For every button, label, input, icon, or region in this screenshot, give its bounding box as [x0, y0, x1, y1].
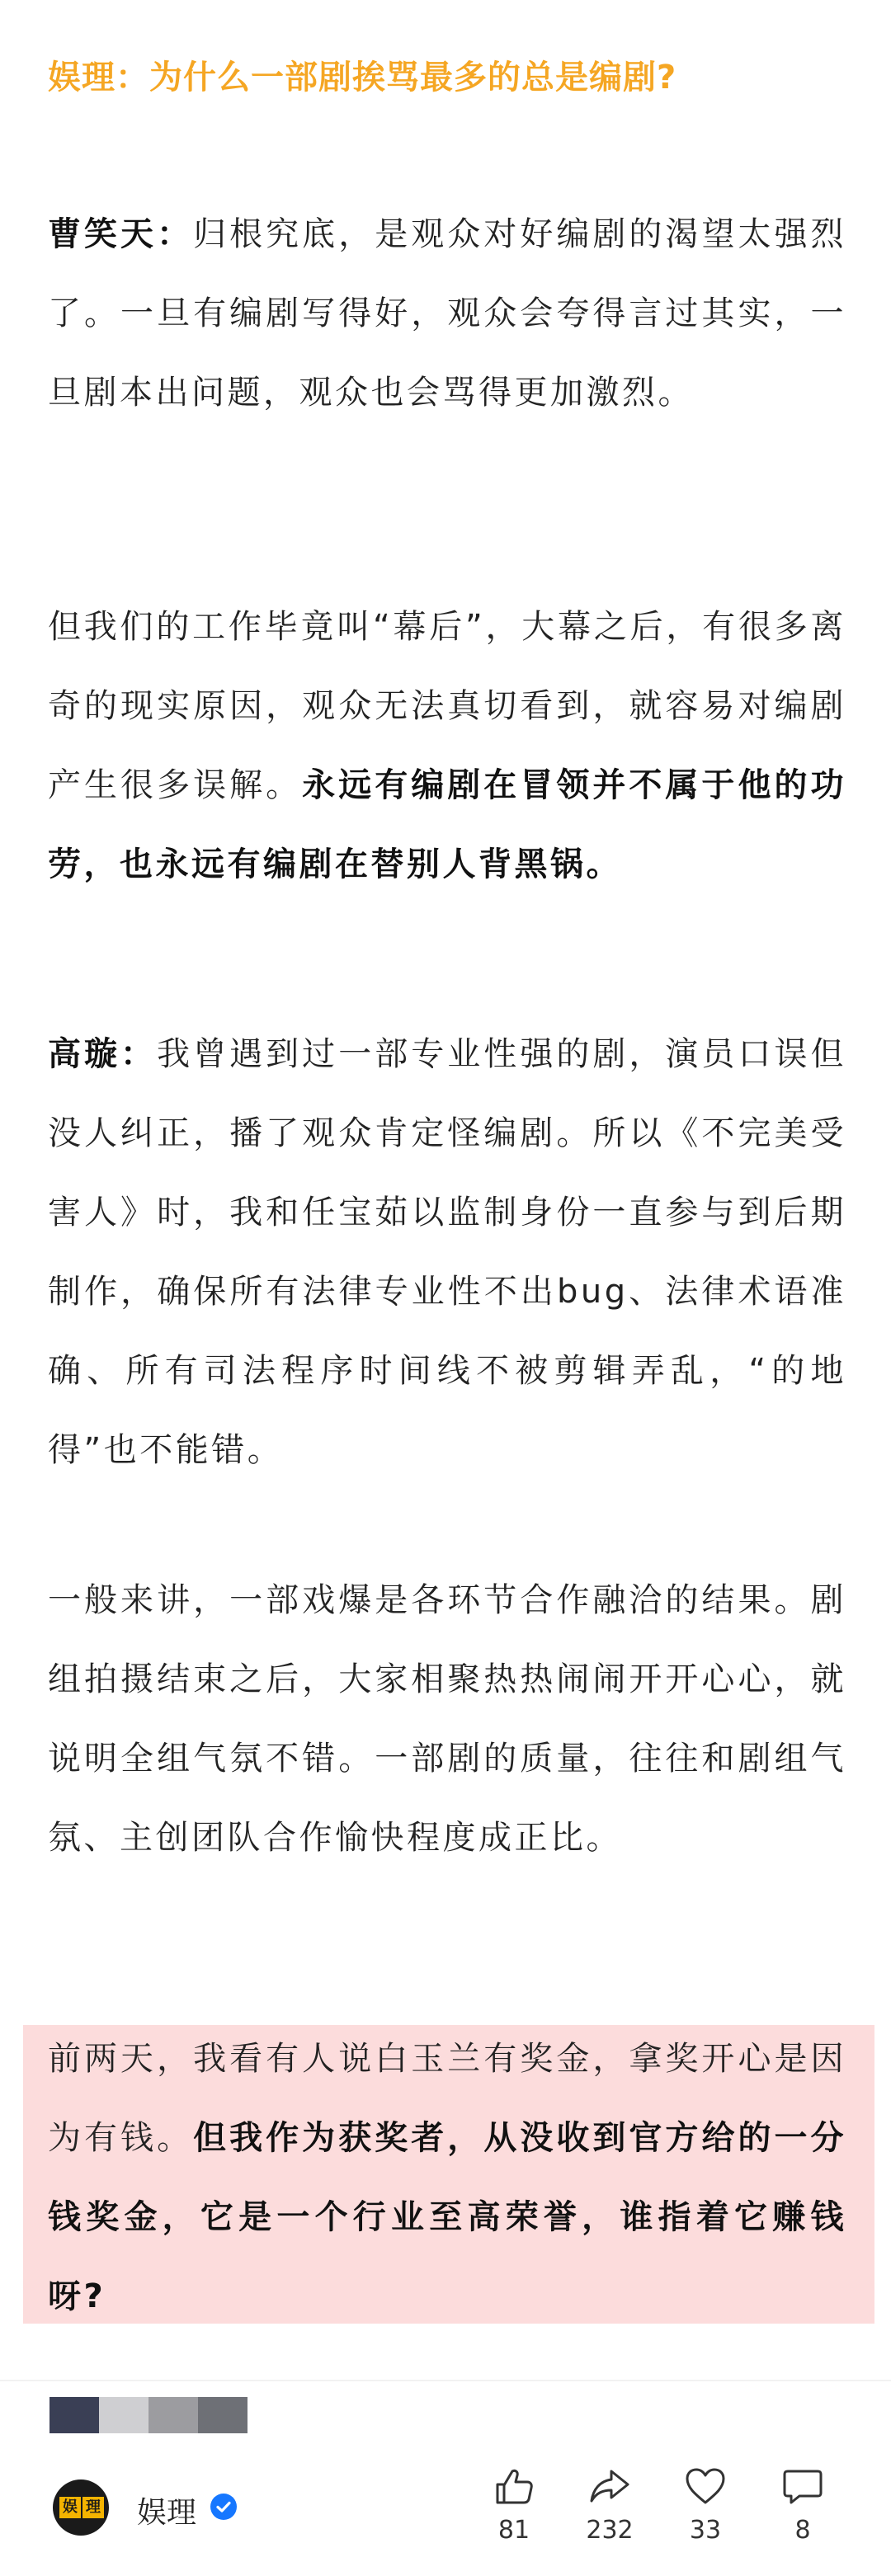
divider: [0, 2380, 891, 2381]
paragraph-text: 前两天，我看有人说白玉兰有奖金，拿奖开心是因为有钱。: [48, 2040, 846, 2157]
comment-icon: [780, 2463, 826, 2509]
favorite-button[interactable]: [660, 2463, 751, 2545]
paragraph-bold-text: 但我作为获奖者，从没收到官方给的一分钱奖金，它是一个行业至高荣誉，谁指着它赚钱呀?: [48, 2119, 847, 2315]
share-count: 232: [586, 2516, 634, 2545]
paragraph-5: [48, 2019, 846, 2336]
article-headline: 娱理：为什么一部剧挨骂最多的总是编剧?: [48, 59, 677, 97]
blurred-tile: [99, 2397, 148, 2433]
paragraph-text: 一般来讲，一部戏爆是各环节合作融洽的结果。剧组拍摄结束之后，大家相聚热热闹闹开开心心，就说明全组气氛不错。一部剧的质量，往往和剧组气氛、主创团队合作愉快程度成正比。: [48, 1581, 846, 1857]
blurred-tile: [50, 2397, 99, 2433]
speaker-name: 高璇：: [48, 1035, 158, 1073]
heart-icon: [682, 2463, 728, 2509]
comment-button[interactable]: [757, 2463, 848, 2545]
avatar-logo-tile: 理: [82, 2497, 104, 2518]
comment-count: 8: [794, 2516, 811, 2545]
paragraph-bold-text: 永远有编剧在冒领并不属于他的功劳，也永远有编剧在替别人背黑锅。: [48, 766, 847, 883]
paragraph-text: 归根究底，是观众对好编剧的渴望太强烈了。一旦有编剧写得好，观众会夸得言过其实，一旦剧本出问题，观众也会骂得更加激烈。: [48, 215, 847, 412]
share-button[interactable]: [564, 2463, 655, 2545]
paragraph-2: [48, 587, 846, 904]
paragraph-text: 我曾遇到过一部专业性强的剧，演员口误但没人纠正，播了观众肯定怪编剧。所以《不完美受害人》时，我和任宝茹以监制身份一直参与到后期制作，确保所有法律专业性不出bug、法律术语准确、所有司法程序时间线不被剪辑弄乱，“的地得”也不能错。: [48, 1035, 847, 1469]
paragraph-text: 但我们的工作毕竟叫“幕后”，大幕之后，有很多离奇的现实原因，观众无法真切看到，就容易对编剧产生很多误解。: [48, 608, 846, 804]
speaker-name: 曹笑天：: [48, 215, 194, 253]
paragraph-4: [48, 1561, 846, 1877]
verified-icon: [210, 2493, 238, 2521]
footer-bar: [0, 2442, 891, 2576]
blurred-thumbnail-strip: [50, 2397, 248, 2433]
blurred-tile: [198, 2397, 248, 2433]
like-icon: [491, 2463, 537, 2509]
author-name[interactable]: 娱理: [137, 2496, 197, 2530]
avatar[interactable]: [53, 2479, 109, 2536]
share-icon: [587, 2463, 633, 2509]
paragraph-3: [48, 1015, 846, 1490]
paragraph-1: [48, 195, 846, 432]
blurred-tile: [148, 2397, 198, 2433]
like-button[interactable]: [469, 2463, 559, 2545]
avatar-logo-tile: 娱: [59, 2497, 81, 2518]
favorite-count: 33: [689, 2516, 722, 2545]
like-count: 81: [497, 2516, 530, 2545]
